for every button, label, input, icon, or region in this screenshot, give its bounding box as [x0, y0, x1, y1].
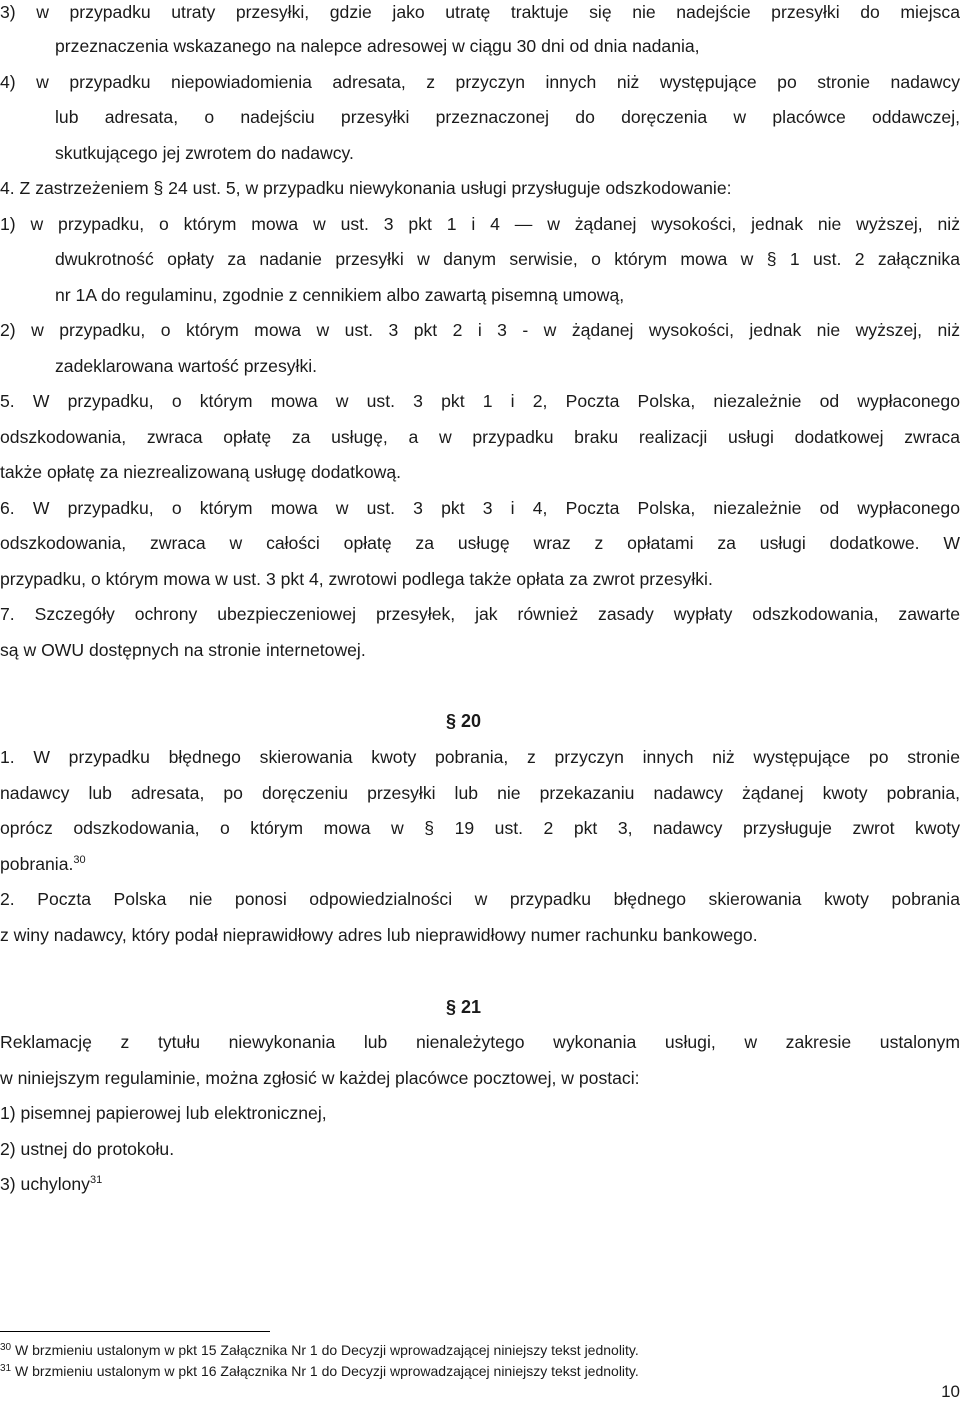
text-line: 1. W przypadku błędnego skierowania kwoty pobrania, z przyczyn innych niż występujące po stronie — [0, 747, 960, 767]
text-line: nr 1A do regulaminu, zgodnie z cennikiem albo zawartą pisemną umową, — [55, 285, 625, 305]
section-heading: § 20 — [446, 711, 482, 731]
text-line: lub adresata, o nadejściu przesyłki przeznaczonej do doręczenia w placówce oddawczej, — [55, 107, 960, 127]
text-line: 1) w przypadku, o którym mowa w ust. 3 pkt 1 i 4 — w żądanej wysokości, jednak nie wyższej, niż — [0, 214, 960, 234]
footnote — [0, 1341, 639, 1359]
text-line: dwukrotność opłaty za nadanie przesyłki w danym serwisie, o którym mowa w § 1 ust. 2 załącznika — [55, 249, 960, 269]
line-text: 3) uchylony — [0, 1174, 90, 1194]
line-text: pobrania. — [0, 854, 74, 874]
text-line: 1) pisemnej papierowej lub elektronicznej, — [0, 1103, 327, 1123]
text-line: z winy nadawcy, który podał nieprawidłowy adres lub nieprawidłowy numer rachunku bankowego. — [0, 925, 758, 945]
text-line: są w OWU dostępnych na stronie internetowej. — [0, 640, 366, 660]
text-line: 2) ustnej do protokołu. — [0, 1139, 175, 1159]
text-line: przypadku, o którym mowa w ust. 3 pkt 4, zwrotowi podlega także opłata za zwrot przesyłki. — [0, 569, 713, 589]
text-line: w niniejszym regulaminie, można zgłosić w każdej placówce pocztowej, w postaci: — [0, 1068, 640, 1088]
text-line: 4. Z zastrzeżeniem § 24 ust. 5, w przypadku niewykonania usługi przysługuje odszkodowanie: — [0, 178, 732, 198]
text-line — [0, 851, 86, 877]
text-line: także opłatę za niezrealizowaną usługę dodatkową. — [0, 462, 402, 482]
footnote-ref[interactable]: 31 — [89, 1174, 103, 1186]
text-line: 6. W przypadku, o którym mowa w ust. 3 pkt 3 i 4, Poczta Polska, niezależnie od wypłaconego — [0, 498, 960, 518]
text-line: przeznaczenia wskazanego na nalepce adresowej w ciągu 30 dni od dnia nadania, — [55, 36, 700, 56]
text-line: 3) w przypadku utraty przesyłki, gdzie jako utratę traktuje się nie nadejście przesyłki do miejsca — [0, 2, 960, 22]
footnote-text: W brzmieniu ustalonym w pkt 15 Załącznika Nr 1 do Decyzji wprowadzającej niniejszy tekst jednolity. — [15, 1342, 639, 1358]
text-line: zadeklarowana wartość przesyłki. — [55, 356, 318, 376]
text-line: nadawcy lub adresata, po doręczeniu przesyłki lub nie przekazaniu nadawcy żądanej kwoty pobrania, — [0, 783, 960, 803]
footnote-text: W brzmieniu ustalonym w pkt 16 Załącznika Nr 1 do Decyzji wprowadzającej niniejszy tekst jednolity. — [15, 1363, 639, 1379]
text-line — [0, 1171, 102, 1197]
text-line: odszkodowania, zwraca opłatę za usługę, a w przypadku braku realizacji usługi dodatkowej zwraca — [0, 427, 960, 447]
footnote-separator — [0, 1331, 270, 1332]
text-line: Reklamację z tytułu niewykonania lub nienależytego wykonania usługi, w zakresie ustalonym — [0, 1032, 960, 1052]
text-line: oprócz odszkodowania, o którym mowa w § 19 ust. 2 pkt 3, nadawcy przysługuje zwrot kwoty — [0, 818, 960, 838]
footnote-number: 31 — [0, 1363, 12, 1374]
text-line: odszkodowania, zwraca w całości opłatę za usługę wraz z opłatami za usługi dodatkowe. W — [0, 533, 960, 553]
section-heading: § 21 — [446, 997, 482, 1017]
footnote-ref[interactable]: 30 — [73, 854, 86, 866]
text-line: 5. W przypadku, o którym mowa w ust. 3 pkt 1 i 2, Poczta Polska, niezależnie od wypłaconego — [0, 391, 960, 411]
footnote-number: 30 — [0, 1342, 12, 1353]
page-number: 10 — [941, 1382, 960, 1401]
text-line: skutkującego jej zwrotem do nadawcy. — [55, 143, 354, 163]
text-line: 7. Szczegóły ochrony ubezpieczeniowej przesyłek, jak również zasady wypłaty odszkodowania, zawarte — [0, 604, 960, 624]
text-line: 4) w przypadku niepowiadomienia adresata, z przyczyn innych niż występujące po stronie nadawcy — [0, 72, 960, 92]
footnote — [0, 1362, 639, 1380]
text-line: 2. Poczta Polska nie ponosi odpowiedzialności w przypadku błędnego skierowania kwoty pobrania — [0, 889, 960, 909]
text-line: 2) w przypadku, o którym mowa w ust. 3 pkt 2 i 3 - w żądanej wysokości, jednak nie wyższej, niż — [0, 320, 960, 340]
